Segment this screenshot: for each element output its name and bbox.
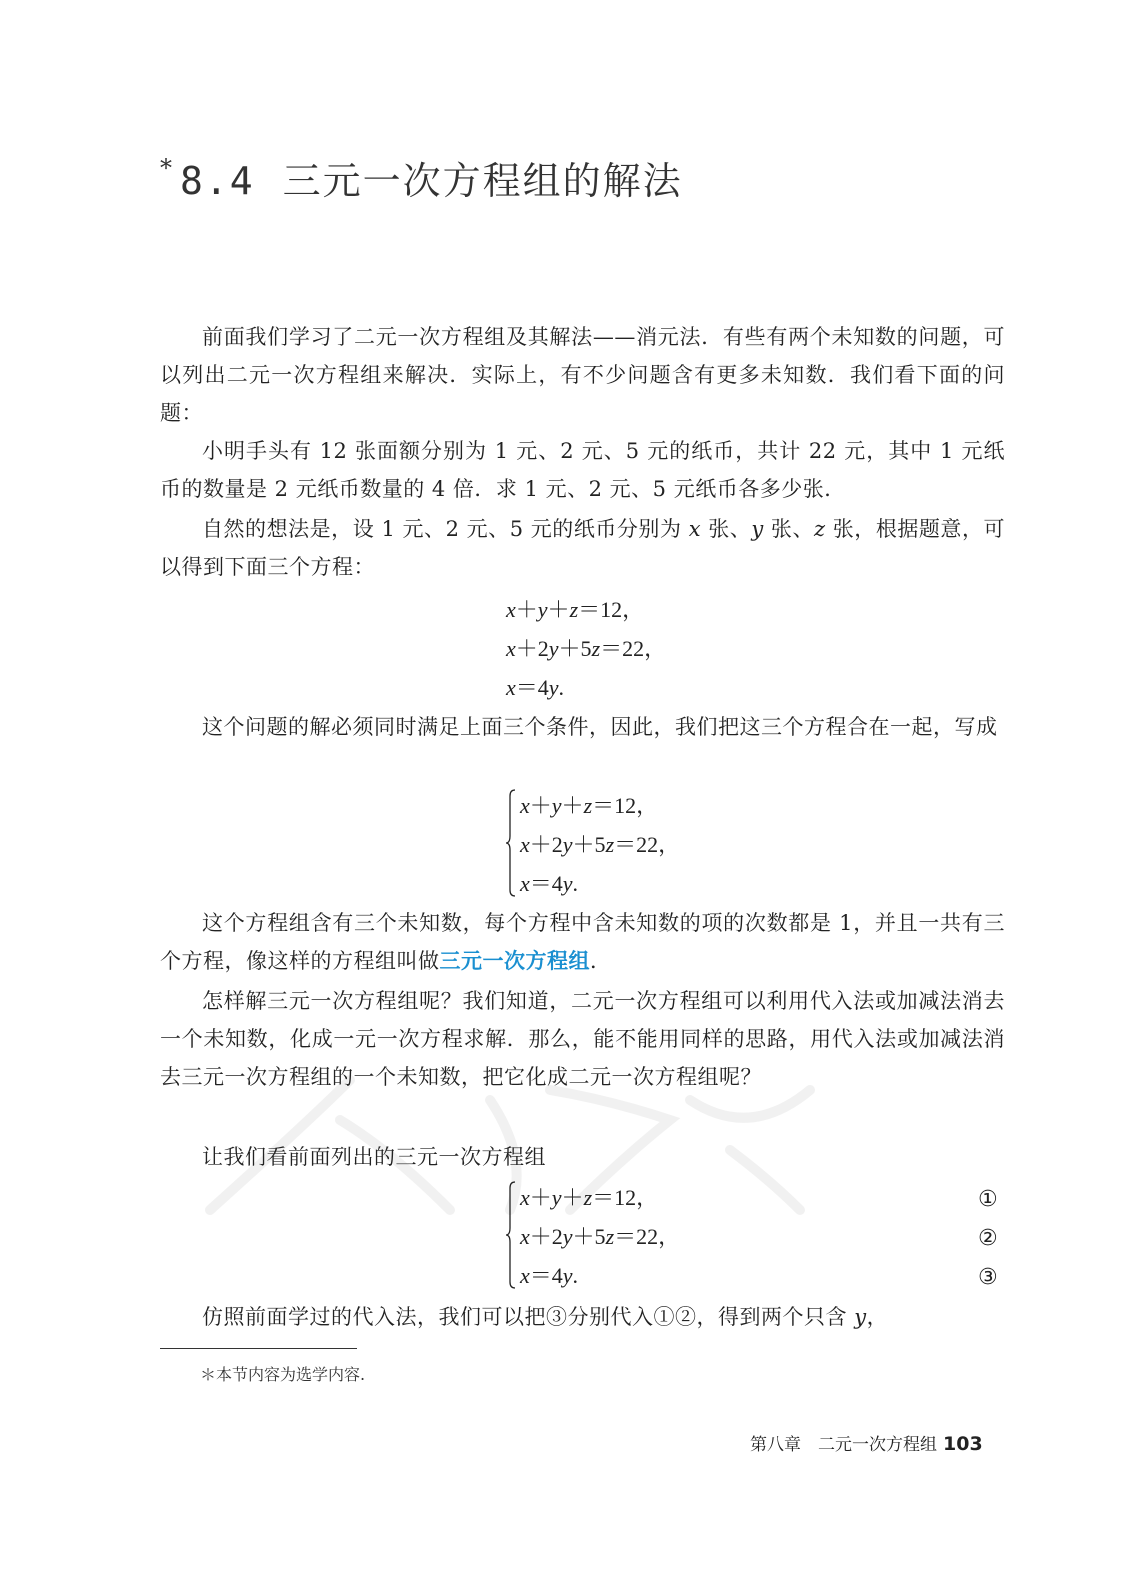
- equation-list: [506, 590, 666, 707]
- setup-text-1: 自然的想法是，设 1 元、2 元、5 元的纸币分别为: [202, 517, 689, 541]
- page-footer: [750, 1430, 983, 1455]
- key-term: 三元一次方程组: [439, 948, 590, 973]
- substitution-end: ，: [866, 1305, 889, 1329]
- equation-2: x＋2y＋5z＝22，: [506, 636, 667, 661]
- footnote-rule: [160, 1348, 357, 1349]
- page-number: 103: [943, 1433, 983, 1455]
- definition-paragraph: [160, 904, 1005, 980]
- optional-star: *: [160, 154, 174, 182]
- combine-paragraph: 这个问题的解必须同时满足上面三个条件，因此，我们把这三个方程合在一起，写成: [202, 715, 998, 739]
- equation-1: x＋y＋z＝12，: [506, 597, 645, 622]
- equation-3: x＝4y.: [506, 675, 565, 700]
- system1-equation-2: x＋2y＋5z＝22，: [520, 832, 681, 857]
- section-number: 8.4: [180, 159, 255, 203]
- var-y-2: y: [854, 1305, 867, 1329]
- var-z: z: [813, 517, 826, 541]
- section-title-text: 三元一次方程组的解法: [282, 159, 683, 203]
- chapter-label: 第八章 二元一次方程组: [750, 1435, 937, 1455]
- setup-paragraph: [160, 510, 1005, 586]
- footnote: ＊本节内容为选学内容.: [200, 1365, 366, 1384]
- system2-equation-3: x＝4y.: [520, 1263, 579, 1288]
- brace-icon: [506, 1180, 516, 1290]
- setup-text-4: 张，根据题意，可以得到下面三个方程：: [160, 517, 1005, 579]
- brace-icon: [506, 788, 516, 898]
- substitution-text: 仿照前面学过的代入法，我们可以把③分别代入①②，得到两个只含: [202, 1305, 855, 1329]
- definition-end: ．: [590, 949, 612, 973]
- system2-equation-1: x＋y＋z＝12，: [520, 1185, 659, 1210]
- system2-equation-2: x＋2y＋5z＝22，: [520, 1224, 681, 1249]
- question-paragraph: 怎样解三元一次方程组呢？我们知道，二元一次方程组可以利用代入法或加减法消去一个未知数，化成一元一次方程求解．那么，能不能用同样的思路，用代入法或加减法消去三元一次方程组的一个未知数，把它化成二元一次方程组呢？: [160, 989, 1005, 1089]
- equation-marker-3: ③: [978, 1265, 998, 1290]
- setup-text-2: 张、: [701, 517, 752, 541]
- problem-paragraph: 小明手头有 12 张面额分别为 1 元、2 元、5 元的纸币，共计 22 元，其中 1 元纸币的数量是 2 元纸币数量的 4 倍．求 1 元、2 元、5 元纸币各多少张．: [160, 439, 1005, 501]
- intro-paragraph: 前面我们学习了二元一次方程组及其解法——消元法．有些有两个未知数的问题，可以列出二元一次方程组来解决．实际上，有不少问题含有更多未知数．我们看下面的问题：: [160, 325, 1005, 425]
- system1-equation-3: x＝4y.: [520, 871, 579, 896]
- equation-system-2: [506, 1178, 680, 1295]
- setup-text-3: 张、: [763, 517, 814, 541]
- system1-equation-1: x＋y＋z＝12，: [520, 793, 659, 818]
- definition-text: 这个方程组含有三个未知数，每个方程中含未知数的项的次数都是 1，并且一共有三个方程，像这样的方程组叫做: [160, 911, 1005, 973]
- var-y: y: [751, 517, 764, 541]
- var-x: x: [688, 517, 702, 541]
- look-paragraph: 让我们看前面列出的三元一次方程组: [202, 1145, 546, 1169]
- substitution-paragraph: [160, 1298, 1005, 1336]
- equation-system-1: [506, 786, 680, 903]
- section-title: [160, 150, 683, 205]
- equation-marker-1: ①: [978, 1187, 998, 1212]
- equation-marker-2: ②: [978, 1226, 998, 1251]
